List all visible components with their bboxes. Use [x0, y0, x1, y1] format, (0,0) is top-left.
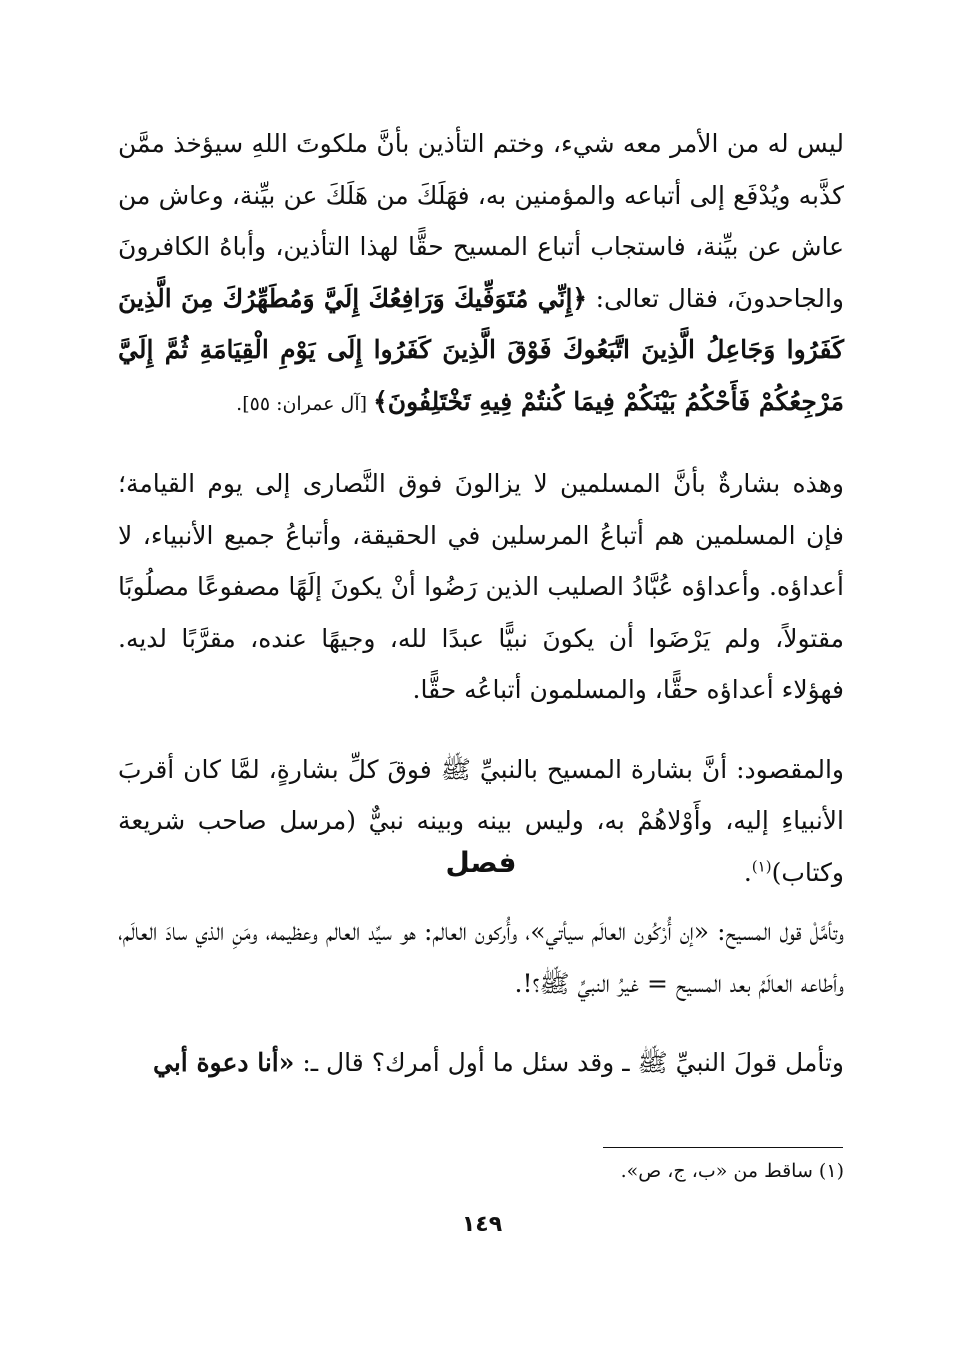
paragraph-2: وهذه بشارةٌ بأنَّ المسلمين لا يزالونَ فوق النَّصارى إلى يوم القيامة؛ فإن المسلمين هم أتباعُ المرسلين في الحقيقة، وأتباعُ جميع الأنبياء، لا أعداؤه. وأعداؤه عُبَّادُ الصليب الذين رَضُوا أنْ يكونَ إلَهًا مصفوعًا مصلُوبًا مقتولاً، ولم يَرْضَوا أن يكونَ نبيًّا عبدًا لله، وجيهًا عنده، مقرَّبًا لديه. فهؤلاء أعداؤه حقًّا، والمسلمون أتباعُه حقًّا.: [118, 469, 844, 704]
paragraph-5-bold: «أنا دعوة أبي: [153, 1048, 295, 1077]
footnote: (١) ساقط من «ب، ج، ص».: [620, 1160, 844, 1182]
paragraph-5-text: وتأمل قولَ النبيِّ ﷺ ـ وقد سئل ما أول أمرك؟ قال ـ:: [294, 1048, 844, 1077]
paragraph-1: [118, 118, 844, 430]
paragraph-3-end: .: [743, 857, 752, 887]
page-number: ١٤٩: [461, 1212, 503, 1237]
paragraph-3-text: والمقصود: أنَّ بشارة المسيح بالنبيِّ ﷺ فوقَ كلِّ بشارةٍ، لمَّا كان أقربَ الأنبياءِ إليه، وأَوْلاهُمْ به، وليس بينه وبينه نبيٌّ (مرسل صاحب شريعة وكتاب): [118, 754, 844, 887]
section-body: [118, 906, 844, 1089]
paragraph-1-text: ليس له من الأمر معه شيء، وختم التأذين بأنَّ ملكوتَ اللهِ سيؤخذ ممَّن كذَّبه ويُدْفَع إلى أتباعه والمؤمنين به، فهَلَكَ من هَلَكَ عن بيِّنة، وعاش من عاش عن بيِّنة، فاستجاب أتباع المسيح حقًّا لهذا التأذين، وأباهُ الكافرونَ والجاحدونَ، فقال تعالى:: [118, 129, 844, 313]
footnote-divider: [603, 1147, 843, 1148]
page-body: [118, 118, 844, 1077]
paragraph-4: وتأمَّلْ قول المسيح: «إن أُرْكُون العالَم سيأتي»، وأُركون العالم: هو سيِّد العالم وعظيمه، ومَنِ الذي سادَ العالَم، وأطاعه العالَمُ بعد المسيح = غيرُ النبيِّ ﷺ؟!.: [118, 917, 844, 998]
verse-citation: [آل عمران: ٥٥].: [236, 392, 374, 415]
quran-verse: ﴿إِنِّي مُتَوَفِّيكَ وَرَافِعُكَ إِلَيَّ وَمُطَهِّرُكَ مِنَ الَّذِينَ كَفَرُوا وَجَاعِلُ الَّذِينَ اتَّبَعُوكَ فَوْقَ الَّذِينَ كَفَرُوا إِلَى يَوْمِ الْقِيَامَةِ ثُمَّ إِلَيَّ مَرْجِعُكُمْ فَأَحْكُمُ بَيْنَكُمْ فِيمَا كُنتُمْ فِيهِ تَخْتَلِفُونَ﴾: [118, 283, 844, 416]
footnote-reference: (١): [751, 857, 772, 876]
paragraph-5: [118, 1037, 844, 1089]
section-heading: فصل: [445, 846, 517, 879]
